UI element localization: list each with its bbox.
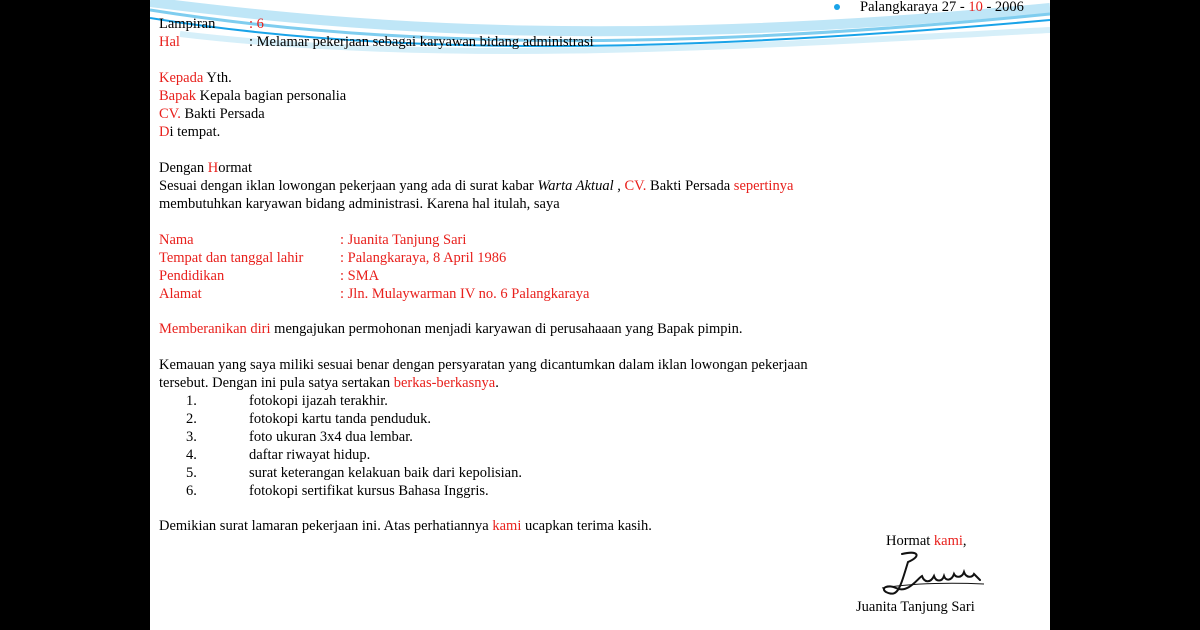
field-label: Nama — [159, 232, 194, 248]
bullet-dot-icon — [834, 4, 840, 10]
letter-date: Palangkaraya 27 - 10 - 2006 — [860, 0, 1024, 15]
paragraph-3: Memberanikan diri mengajukan permohonan menjadi karyawan di perusahaaan yang Bapak pimpin. — [159, 321, 743, 337]
greeting: Dengan Hormat — [159, 160, 253, 176]
paragraph-1: Sesuai dengan iklan lowongan pekerjaan yang ada di surat kabar Warta Aktual , CV. Bakti Persada sepertinya — [159, 178, 794, 194]
hal-value: : Melamar pekerjaan sebagai karyawan bidang administrasi — [249, 34, 594, 50]
closing-paragraph: Demikian surat lamaran pekerjaan ini. Atas perhatiannya kami ucapkan terima kasih. — [159, 518, 652, 534]
letter-page: Palangkaraya 27 - 10 - 2006 Lampiran : 6 Hal : Melamar pekerjaan sebagai karyawan bidang administrasi Kepada Yth. Bapak Kepala bagian personalia CV. Bakti Persada Di tempat. Dengan Hormat Sesuai dengan iklan lowongan pekerjaan yang ada di surat kabar Warta Aktual , CV. Bakti Persada sepertinya membutuhkan karyawan bidang administrasi. Karena hal itulah, saya Nama : Juanita Tanjung Sari Tempat dan tanggal lahir : Palangkaraya, 8 April 1986 Pendidikan : SMA Alamat : Jln. Mulaywarman IV no. 6 Palangkaraya Memberanikan diri mengajukan permohonan menjadi karyawan di perusahaaan yang Bapak pimpin. Kemauan yang saya miliki sesuai benar dengan persyaratan yang dicantumkan dalam iklan lowongan pekerjaan tersebut. Dengan ini pula satya sertakan berkas-berkasnya. 1. fotokopi ijazah terakhir. 2. fotokopi kartu tanda penduduk. 3. foto ukuran 3x4 dua lembar. 4. daftar riwayat hidup. 5. surat keterangan kelakuan baik dari kepolisian. 6. fotokopi sertifikat kursus Bahasa Inggris. Demikian surat lamaran pekerjaan ini. Atas perhatiannya kami ucapkan terima kasih. Hormat kami, Juanita Tanjung Sari — [150, 0, 1050, 630]
paragraph-4: Kemauan yang saya miliki sesuai benar dengan persyaratan yang dicantumkan dalam iklan lowongan pekerjaan — [159, 357, 808, 373]
field-label: Pendidikan — [159, 268, 225, 284]
field-value: : Palangkaraya, 8 April 1986 — [340, 250, 507, 266]
handwritten-signature — [878, 548, 988, 604]
recipient-line-2: Bapak Kepala bagian personalia — [159, 88, 347, 104]
recipient-line-4: Di tempat. — [159, 124, 221, 140]
field-value: : SMA — [340, 268, 380, 284]
field-value: : Juanita Tanjung Sari — [340, 232, 467, 248]
lampiran-value: : 6 — [249, 16, 264, 32]
paragraph-2: membutuhkan karyawan bidang administrasi. Karena hal itulah, saya — [159, 196, 560, 212]
lampiran-label: Lampiran — [159, 16, 216, 32]
paragraph-5: tersebut. Dengan ini pula satya sertakan berkas-berkasnya. — [159, 375, 499, 391]
field-label: Alamat — [159, 286, 202, 302]
field-label: Tempat dan tanggal lahir — [159, 250, 304, 266]
signatory-name: Juanita Tanjung Sari — [856, 599, 975, 615]
hal-label: Hal — [159, 34, 180, 50]
recipient-line-3: CV. Bakti Persada — [159, 106, 265, 122]
regards: Hormat kami, — [886, 533, 967, 549]
recipient-line-1: Kepada Yth. — [159, 70, 232, 86]
field-value: : Jln. Mulaywarman IV no. 6 Palangkaraya — [340, 286, 590, 302]
